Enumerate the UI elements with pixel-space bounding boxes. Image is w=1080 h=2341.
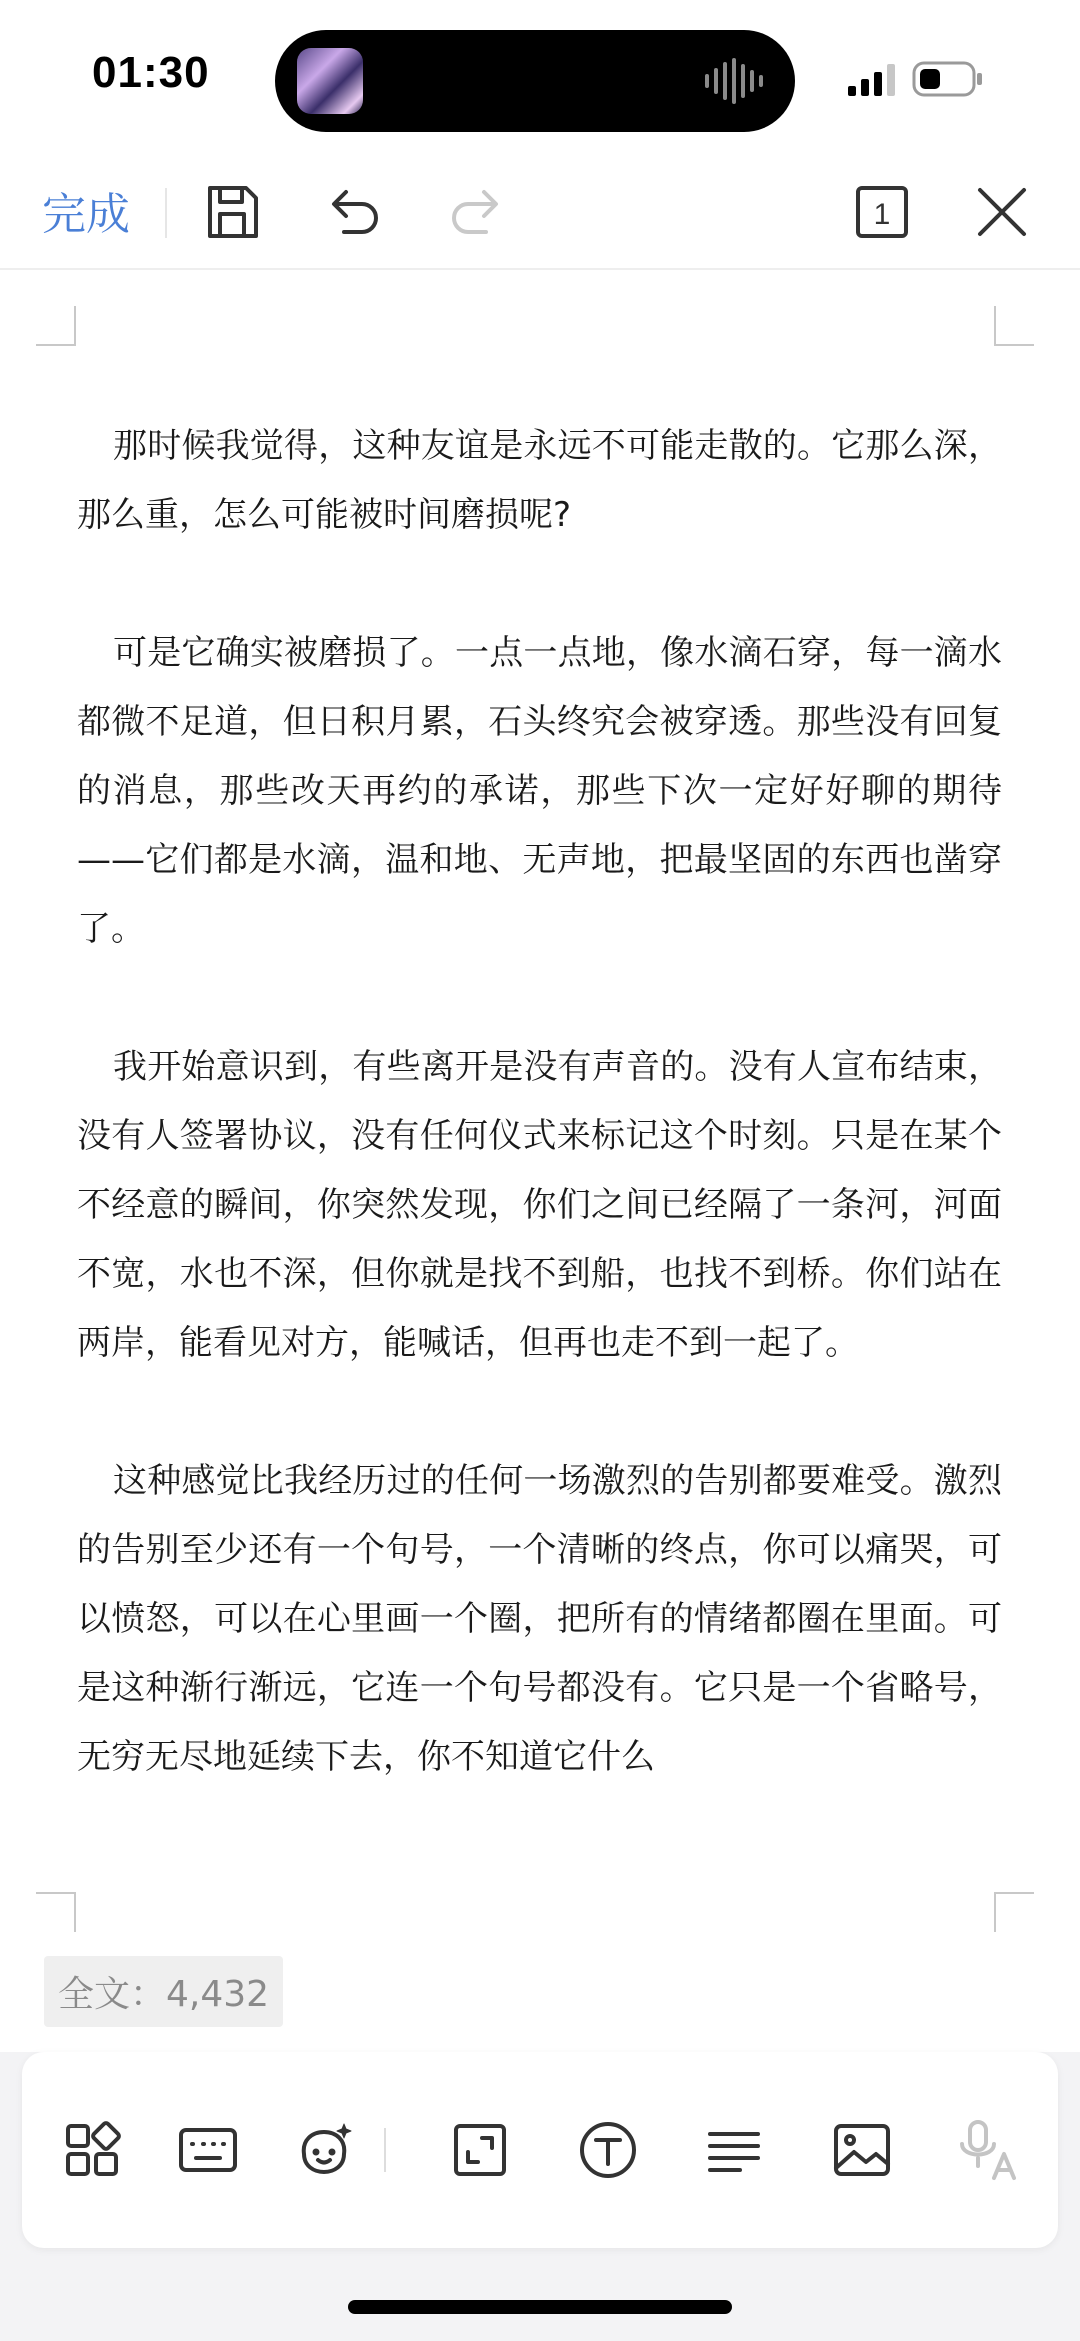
ai-assistant-icon[interactable] bbox=[292, 2118, 356, 2182]
page-corner-mark bbox=[36, 306, 76, 346]
fullscreen-icon[interactable] bbox=[448, 2118, 512, 2182]
cellular-signal-icon bbox=[848, 64, 900, 96]
close-icon[interactable] bbox=[970, 180, 1034, 244]
paragraph[interactable]: 可是它确实被磨损了。一点一点地，像水滴石穿，每一滴水都微不足道，但日积月累，石头终究会被穿透。那些没有回复的消息，那些改天再约的承诺，那些下次一定好好聊的期待——它们都是水滴，温和地、无声地，把最坚固的东西也凿穿了。 bbox=[77, 633, 1002, 949]
page-number: 1 bbox=[873, 198, 891, 231]
toolbar-separator bbox=[165, 188, 167, 238]
bottom-toolbar-separator bbox=[384, 2128, 386, 2172]
page-corner-mark bbox=[994, 306, 1034, 346]
dynamic-island[interactable] bbox=[275, 30, 795, 132]
save-icon[interactable] bbox=[200, 180, 264, 244]
keyboard-icon[interactable] bbox=[176, 2118, 240, 2182]
status-time: 01:30 bbox=[92, 48, 210, 97]
undo-icon[interactable] bbox=[322, 180, 386, 244]
document-page[interactable] bbox=[0, 270, 1080, 1950]
insert-image-icon[interactable] bbox=[830, 2118, 894, 2182]
paragraph[interactable]: 那时候我觉得，这种友谊是永远不可能走散的。它那么深，那么重，怎么可能被时间磨损呢? bbox=[77, 426, 1002, 535]
word-count-badge: 全文：4,432 bbox=[44, 1956, 283, 2027]
page-count-icon[interactable] bbox=[850, 180, 914, 244]
paragraph[interactable]: 我开始意识到，有些离开是没有声音的。没有人宣布结束，没有人签署协议，没有任何仪式来标记这个时刻。只是在某个不经意的瞬间，你突然发现，你们之间已经隔了一条河，河面不宽，水也不深，但你就是找不到船，也找不到桥。你们站在两岸，能看见对方，能喊话，但再也走不到一起了。 bbox=[77, 1047, 1002, 1363]
audio-waveform-icon bbox=[703, 58, 767, 104]
battery-icon bbox=[912, 60, 984, 98]
paragraph-align-icon[interactable] bbox=[702, 2118, 766, 2182]
done-button[interactable]: 完成 bbox=[42, 189, 130, 240]
home-indicator[interactable] bbox=[348, 2300, 732, 2314]
status-bar bbox=[0, 0, 1080, 150]
document-body[interactable] bbox=[77, 412, 1002, 1872]
paragraph[interactable]: 这种感觉比我经历过的任何一场激烈的告别都要难受。激烈的告别至少还有一个句号，一个清晰的终点，你可以痛哭，可以愤怒，可以在心里画一个圈，把所有的情绪都圈在里面。可是这种渐行渐远，它连一个句号都没有。它只是一个省略号，无穷无尽地延续下去，你不知道它什么 bbox=[77, 1461, 1002, 1777]
now-playing-artwork[interactable] bbox=[297, 48, 363, 114]
page-corner-mark bbox=[36, 1892, 76, 1932]
editor-toolbar bbox=[0, 160, 1080, 270]
text-style-icon[interactable] bbox=[576, 2118, 640, 2182]
voice-to-text-icon[interactable] bbox=[956, 2118, 1020, 2182]
redo-icon[interactable] bbox=[444, 180, 508, 244]
apps-grid-icon[interactable] bbox=[60, 2118, 124, 2182]
page-corner-mark bbox=[994, 1892, 1034, 1932]
